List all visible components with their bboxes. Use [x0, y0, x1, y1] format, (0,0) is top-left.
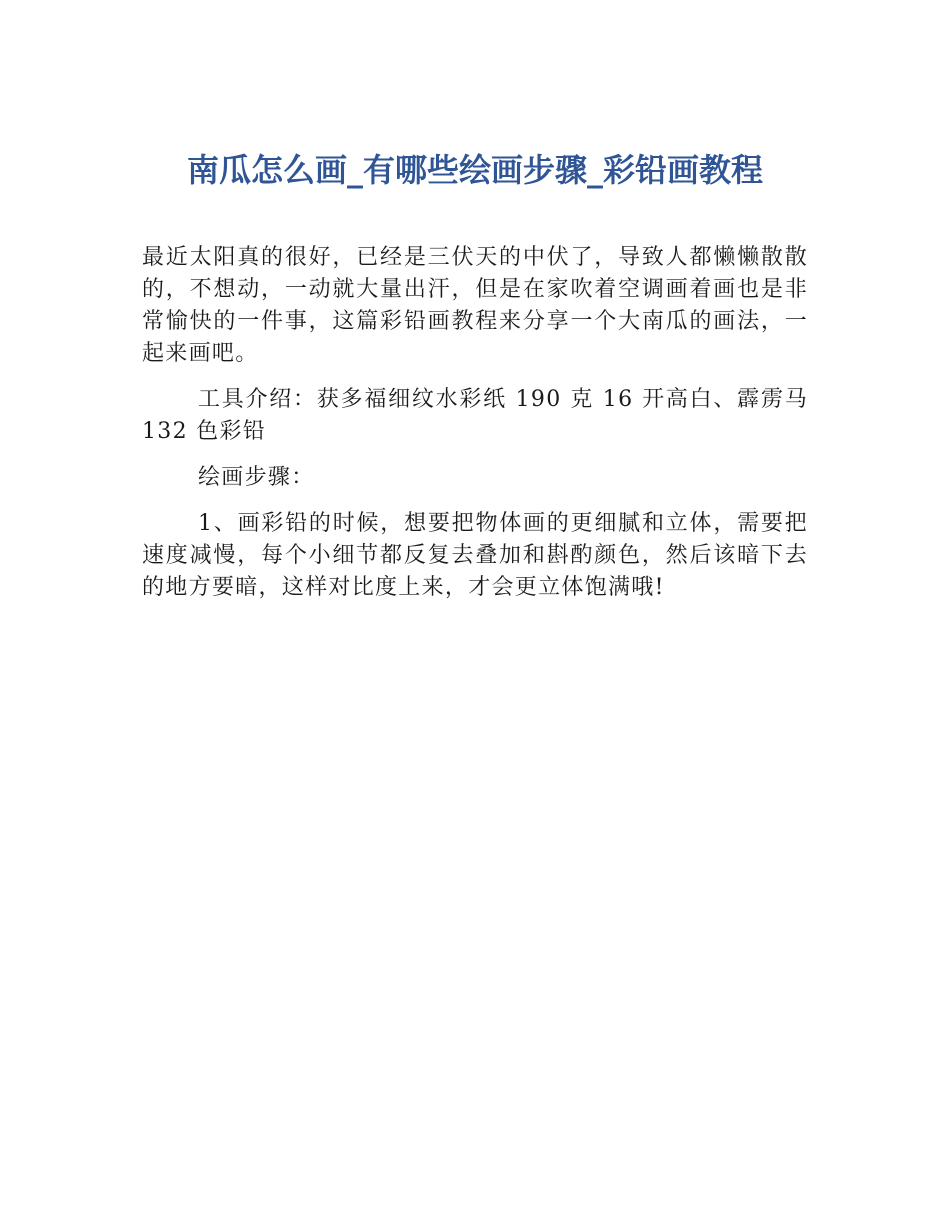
document-title: 南瓜怎么画_有哪些绘画步骤_彩铅画教程 — [186, 151, 763, 189]
tools-paragraph: 工具介绍：获多福细纹水彩纸 190 克 16 开高白、霹雳马 132 色彩铅 — [142, 387, 808, 444]
step-1-paragraph: 1、画彩铅的时候，想要把物体画的更细腻和立体，需要把速度减慢，每个小细节都反复去叠加和斟酌颜色，然后该暗下去的地方要暗，这样对比度上来，才会更立体饱满哦! — [142, 511, 808, 600]
steps-heading: 绘画步骤： — [198, 465, 315, 490]
intro-paragraph: 最近太阳真的很好，已经是三伏天的中伏了，导致人都懒懒散散的，不想动，一动就大量出汗，但是在家吹着空调画着画也是非常愉快的一件事，这篇彩铅画教程来分享一个大南瓜的画法，一起来画吧。 — [142, 245, 808, 366]
document-body — [142, 242, 808, 618]
